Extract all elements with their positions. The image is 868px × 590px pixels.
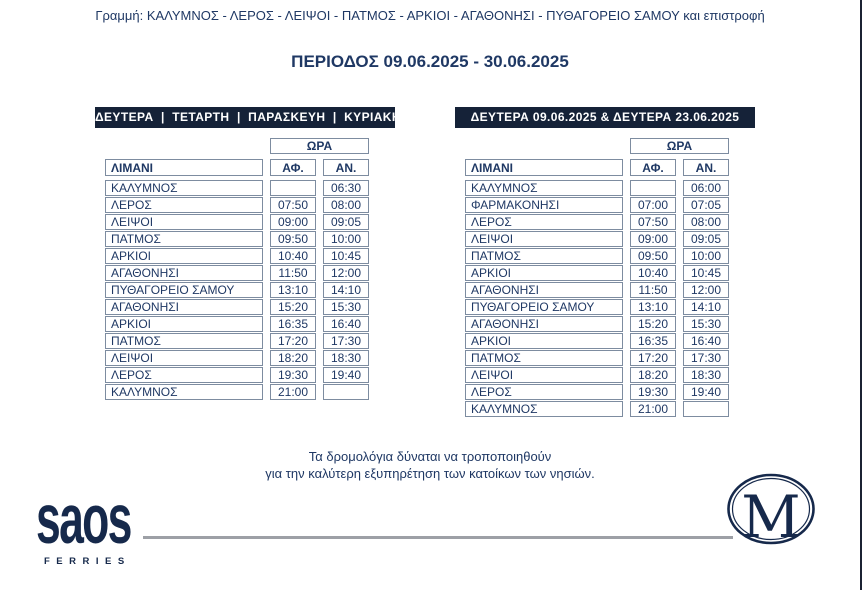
arrival-time-cell: 07:00: [630, 197, 676, 213]
timetable-row: [465, 299, 729, 315]
port-cell: ΠΑΤΜΟΣ: [105, 333, 263, 349]
timetable-row: [465, 214, 729, 230]
departure-time-cell: 12:00: [683, 282, 729, 298]
timetable-special-mondays: [465, 138, 729, 418]
departure-time-cell: 18:30: [683, 367, 729, 383]
route-line: Γραμμή: ΚΑΛΥΜΝΟΣ - ΛΕΡΟΣ - ΛΕΙΨΟΙ - ΠΑΤΜΟΣ - ΑΡΚΙΟΙ - ΑΓΑΘΟΝΗΣΙ - ΠΥΘΑΓΟΡΕΙΟ ΣΑΜΟΥ και επιστροφή: [95, 8, 765, 23]
departure-time-cell: 10:00: [683, 248, 729, 264]
arrival-time-cell: 09:50: [270, 231, 316, 247]
arrival-time-cell: 19:30: [270, 367, 316, 383]
arrival-time-cell: 10:40: [270, 248, 316, 264]
port-cell: ΑΓΑΘΟΝΗΣΙ: [465, 316, 623, 332]
period-title: ΠΕΡΙΟΔΟΣ 09.06.2025 - 30.06.2025: [291, 52, 569, 71]
port-cell: ΠΑΤΜΟΣ: [465, 350, 623, 366]
arrival-time-cell: 11:50: [630, 282, 676, 298]
port-cell: ΛΕΡΟΣ: [105, 367, 263, 383]
arrival-time-cell: 13:10: [630, 299, 676, 315]
departure-time-cell: 14:10: [323, 282, 369, 298]
port-cell: ΚΑΛΥΜΝΟΣ: [105, 384, 263, 400]
page-right-border: [860, 0, 862, 590]
monogram-letter: M: [741, 483, 801, 545]
timetable-rows: [105, 180, 369, 400]
arrival-time-cell: 19:30: [630, 384, 676, 400]
port-cell: ΠΥΘΑΓΟΡΕΙΟ ΣΑΜΟΥ: [465, 299, 623, 315]
departure-time-cell: 08:00: [323, 197, 369, 213]
departure-time-cell: 07:05: [683, 197, 729, 213]
arrival-header-cell: ΑΦ.: [630, 159, 676, 176]
arrival-time-cell: 18:20: [270, 350, 316, 366]
timetable-row: [465, 333, 729, 349]
timetable-row: [105, 197, 369, 213]
arrival-time-cell: [630, 180, 676, 196]
arrival-time-cell: 17:20: [630, 350, 676, 366]
arrival-time-cell: 15:20: [270, 299, 316, 315]
timetable-row: [105, 248, 369, 264]
departure-header-cell: ΑΝ.: [683, 159, 729, 176]
port-cell: ΑΓΑΘΟΝΗΣΙ: [105, 299, 263, 315]
port-cell: ΦΑΡΜΑΚΟΝΗΣΙ: [465, 197, 623, 213]
arrival-time-cell: [270, 180, 316, 196]
arrival-time-cell: 10:40: [630, 265, 676, 281]
timetable-row: [105, 384, 369, 400]
daybar-weekdays: ΔΕΥΤΕΡΑ | ΤΕΤΑΡΤΗ | ΠΑΡΑΣΚΕΥΗ | ΚΥΡΙΑΚΗ: [95, 107, 395, 128]
arrival-time-cell: 18:20: [630, 367, 676, 383]
arrival-time-cell: 09:00: [630, 231, 676, 247]
arrival-time-cell: 09:00: [270, 214, 316, 230]
departure-time-cell: [683, 401, 729, 417]
departure-time-cell: 17:30: [323, 333, 369, 349]
arrival-time-cell: 13:10: [270, 282, 316, 298]
saos-logo: saos: [36, 480, 131, 559]
port-cell: ΛΕΙΨΟΙ: [105, 214, 263, 230]
departure-time-cell: 16:40: [683, 333, 729, 349]
departure-time-cell: 10:45: [683, 265, 729, 281]
timetable-row: [465, 316, 729, 332]
timetable-row: [465, 282, 729, 298]
timetable-row: [465, 180, 729, 196]
timetable-row: [105, 214, 369, 230]
daybar-special-mondays: ΔΕΥΤΕΡΑ 09.06.2025 & ΔΕΥΤΕΡΑ 23.06.2025: [455, 107, 755, 128]
port-header-cell: ΛΙΜΑΝΙ: [465, 159, 623, 176]
timetable-row: [465, 197, 729, 213]
hour-header-cell: ΩΡΑ: [270, 138, 369, 154]
port-cell: ΠΑΤΜΟΣ: [465, 248, 623, 264]
departure-time-cell: 16:40: [323, 316, 369, 332]
timetable-row: [465, 367, 729, 383]
arrival-time-cell: 07:50: [630, 214, 676, 230]
port-cell: ΑΡΚΙΟΙ: [105, 316, 263, 332]
port-cell: ΑΓΑΘΟΝΗΣΙ: [105, 265, 263, 281]
timetable-row: [105, 316, 369, 332]
departure-time-cell: 14:10: [683, 299, 729, 315]
departure-time-cell: 06:00: [683, 180, 729, 196]
departure-time-cell: 12:00: [323, 265, 369, 281]
arrival-time-cell: 11:50: [270, 265, 316, 281]
hour-header-row: [630, 138, 729, 154]
port-cell: ΑΓΑΘΟΝΗΣΙ: [465, 282, 623, 298]
port-cell: ΚΑΛΥΜΝΟΣ: [105, 180, 263, 196]
disclaimer-line-1: Τα δρομολόγια δύναται να τροποποιηθούν: [308, 449, 552, 464]
port-cell: ΠΑΤΜΟΣ: [105, 231, 263, 247]
timetable-row: [105, 333, 369, 349]
departure-header-cell: ΑΝ.: [323, 159, 369, 176]
port-cell: ΛΕΡΟΣ: [105, 197, 263, 213]
port-cell: ΚΑΛΥΜΝΟΣ: [465, 401, 623, 417]
timetable-row: [465, 231, 729, 247]
port-cell: ΚΑΛΥΜΝΟΣ: [465, 180, 623, 196]
port-cell: ΛΕΡΟΣ: [465, 214, 623, 230]
hour-header-cell: ΩΡΑ: [630, 138, 729, 154]
port-cell: ΛΕΙΨΟΙ: [105, 350, 263, 366]
arrival-header-cell: ΑΦ.: [270, 159, 316, 176]
departure-time-cell: 19:40: [323, 367, 369, 383]
timetable-row: [105, 231, 369, 247]
departure-time-cell: 15:30: [323, 299, 369, 315]
timetable-row: [105, 265, 369, 281]
arrival-time-cell: 21:00: [630, 401, 676, 417]
port-cell: ΛΕΙΨΟΙ: [465, 231, 623, 247]
ferries-label: FERRIES: [44, 556, 131, 567]
timetable-row: [465, 384, 729, 400]
arrival-time-cell: 16:35: [630, 333, 676, 349]
departure-time-cell: 06:30: [323, 180, 369, 196]
timetable-row: [105, 350, 369, 366]
port-cell: ΑΡΚΙΟΙ: [105, 248, 263, 264]
port-cell: ΑΡΚΙΟΙ: [465, 265, 623, 281]
departure-time-cell: 17:30: [683, 350, 729, 366]
timetable-row: [105, 367, 369, 383]
arrival-time-cell: 21:00: [270, 384, 316, 400]
arrival-time-cell: 09:50: [630, 248, 676, 264]
hour-header-row: [270, 138, 369, 154]
timetable-row: [465, 401, 729, 417]
departure-time-cell: 10:00: [323, 231, 369, 247]
timetable-weekdays: [105, 138, 369, 401]
departure-time-cell: 09:05: [323, 214, 369, 230]
departure-time-cell: 08:00: [683, 214, 729, 230]
departure-time-cell: 09:05: [683, 231, 729, 247]
timetable-row: [465, 350, 729, 366]
arrival-time-cell: 17:20: [270, 333, 316, 349]
departure-time-cell: 18:30: [323, 350, 369, 366]
column-header-row: [465, 159, 729, 176]
arrival-time-cell: 16:35: [270, 316, 316, 332]
arrival-time-cell: 07:50: [270, 197, 316, 213]
timetable-row: [105, 180, 369, 196]
departure-time-cell: 10:45: [323, 248, 369, 264]
port-cell: ΛΕΡΟΣ: [465, 384, 623, 400]
timetable-row: [465, 265, 729, 281]
column-header-row: [105, 159, 369, 176]
timetable-row: [105, 299, 369, 315]
port-header-cell: ΛΙΜΑΝΙ: [105, 159, 263, 176]
arrival-time-cell: 15:20: [630, 316, 676, 332]
departure-time-cell: 15:30: [683, 316, 729, 332]
footer-divider-line: [143, 536, 733, 539]
departure-time-cell: 19:40: [683, 384, 729, 400]
disclaimer-line-2: για την καλύτερη εξυπηρέτηση των κατοίκων των νησιών.: [265, 466, 595, 481]
departure-time-cell: [323, 384, 369, 400]
port-cell: ΠΥΘΑΓΟΡΕΙΟ ΣΑΜΟΥ: [105, 282, 263, 298]
port-cell: ΛΕΙΨΟΙ: [465, 367, 623, 383]
timetable-row: [105, 282, 369, 298]
timetable-rows: [465, 180, 729, 417]
port-cell: ΑΡΚΙΟΙ: [465, 333, 623, 349]
timetable-row: [465, 248, 729, 264]
m-monogram-logo: [726, 473, 816, 545]
